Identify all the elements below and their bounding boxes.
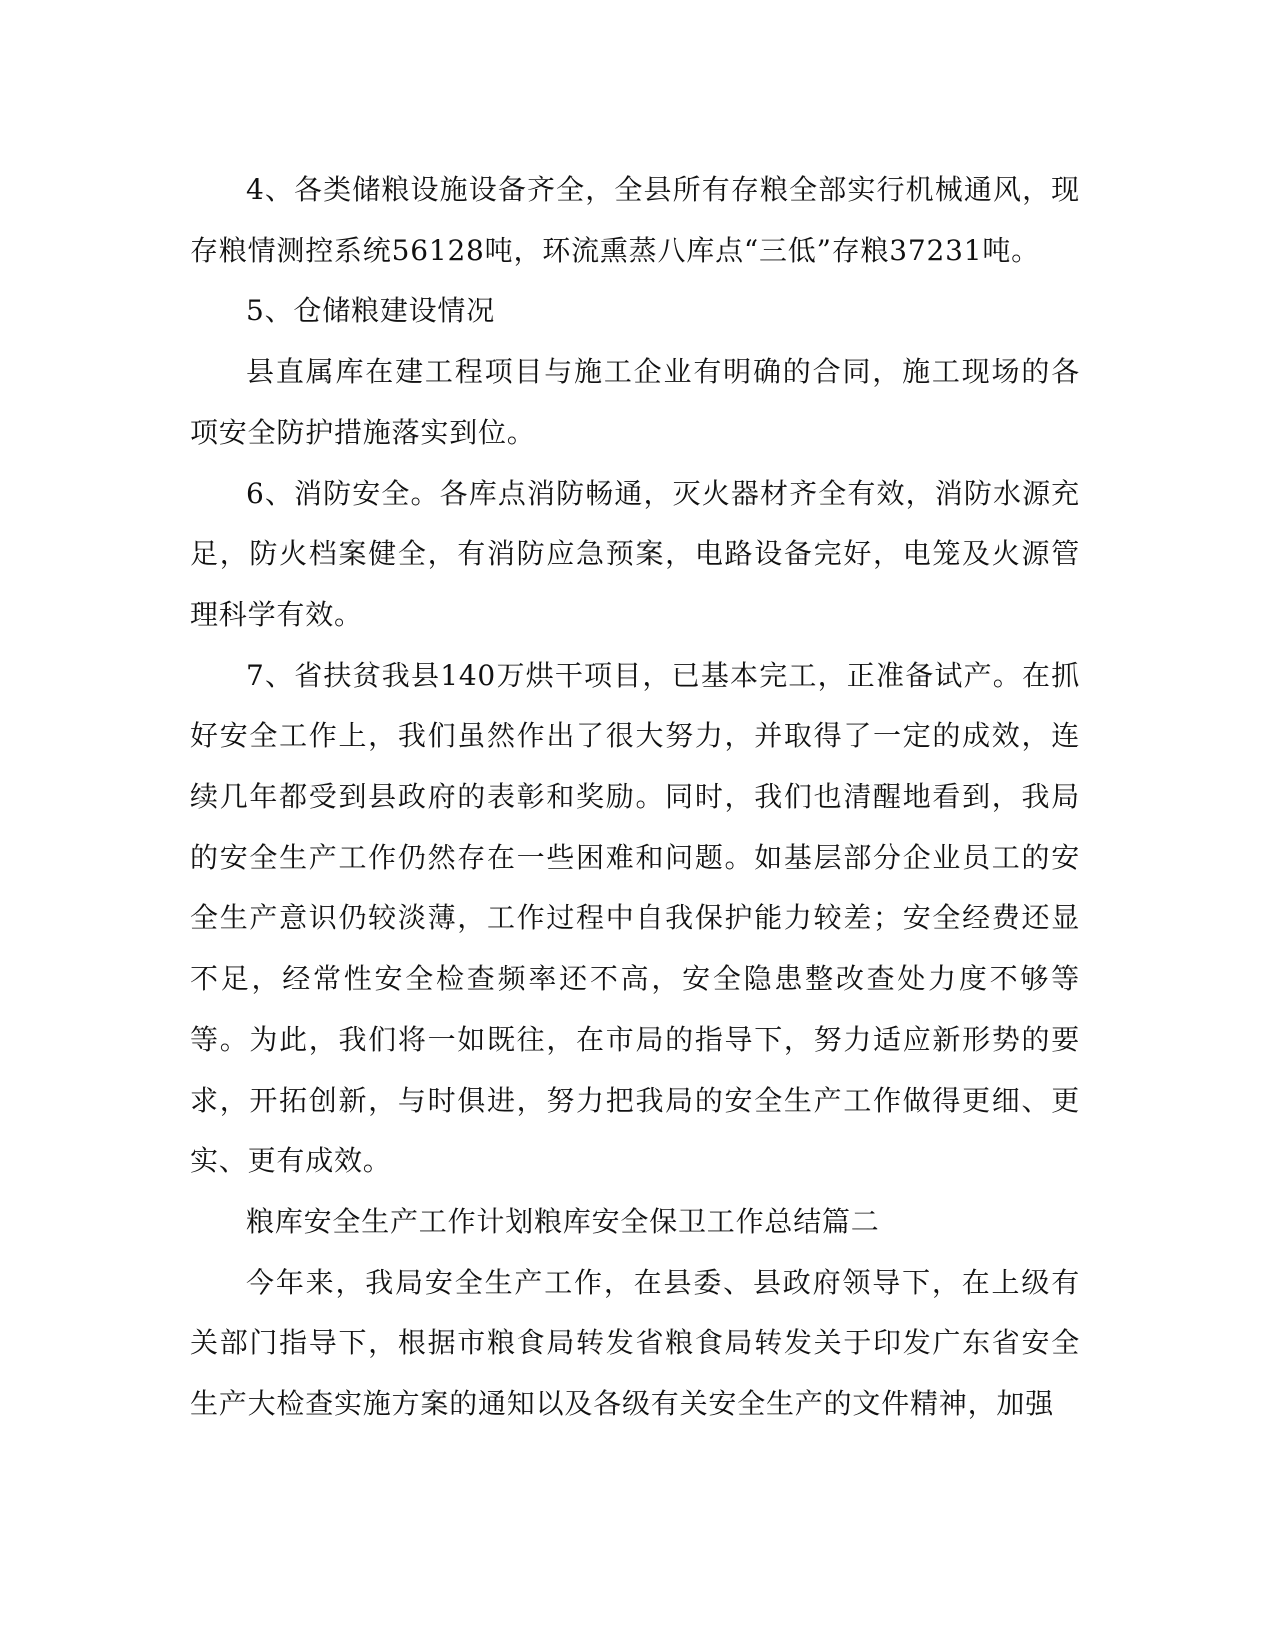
paragraph-part-two-intro: 今年来，我局安全生产工作，在县委、县政府领导下，在上级有关部门指导下，根据市粮食局转发省粮食局转发关于印发广东省安全生产大检查实施方案的通知以及各级有关安全生产的文件精神，加强 [190, 1265, 1080, 1421]
paragraph-drying-project-summary: 7、省扶贫我县140万烘干项目，已基本完工，正准备试产。在抓好安全工作上，我们虽然作出了很大努力，并取得了一定的成效，连续几年都受到县政府的表彰和奖励。同时，我们也清醒地看到，我局的安全生产工作仍然存在一些困难和问题。如基层部分企业员工的安全生产意识仍较淡薄，工作过程中自我保护能力较差；安全经费还显不足，经常性安全检查频率还不高，安全隐患整改查处力度不够等等。为此，我们将一如既往，在市局的指导下，努力适应新形势的要求，开拓创新，与时俱进，努力把我局的安全生产工作做得更细、更实、更有成效。 [190, 658, 1080, 1178]
document-body [190, 160, 1080, 1435]
paragraph-storage-facilities: 4、各类储粮设施设备齐全，全县所有存粮全部实行机械通风，现存粮情测控系统56128吨，环流熏蒸八库点“三低”存粮37231吨。 [190, 173, 1080, 267]
paragraph-construction-safety: 县直属库在建工程项目与施工企业有明确的合同，施工现场的各项安全防护措施落实到位。 [190, 355, 1080, 449]
paragraph-fire-safety: 6、消防安全。各库点消防畅通，灭火器材齐全有效，消防水源充足，防火档案健全，有消防应急预案，电路设备完好，电笼及火源管理科学有效。 [190, 476, 1080, 631]
paragraph-warehouse-construction-heading: 5、仓储粮建设情况 [246, 294, 496, 328]
section-title-part-two: 粮库安全生产工作计划粮库安全保卫工作总结篇二 [246, 1204, 880, 1238]
